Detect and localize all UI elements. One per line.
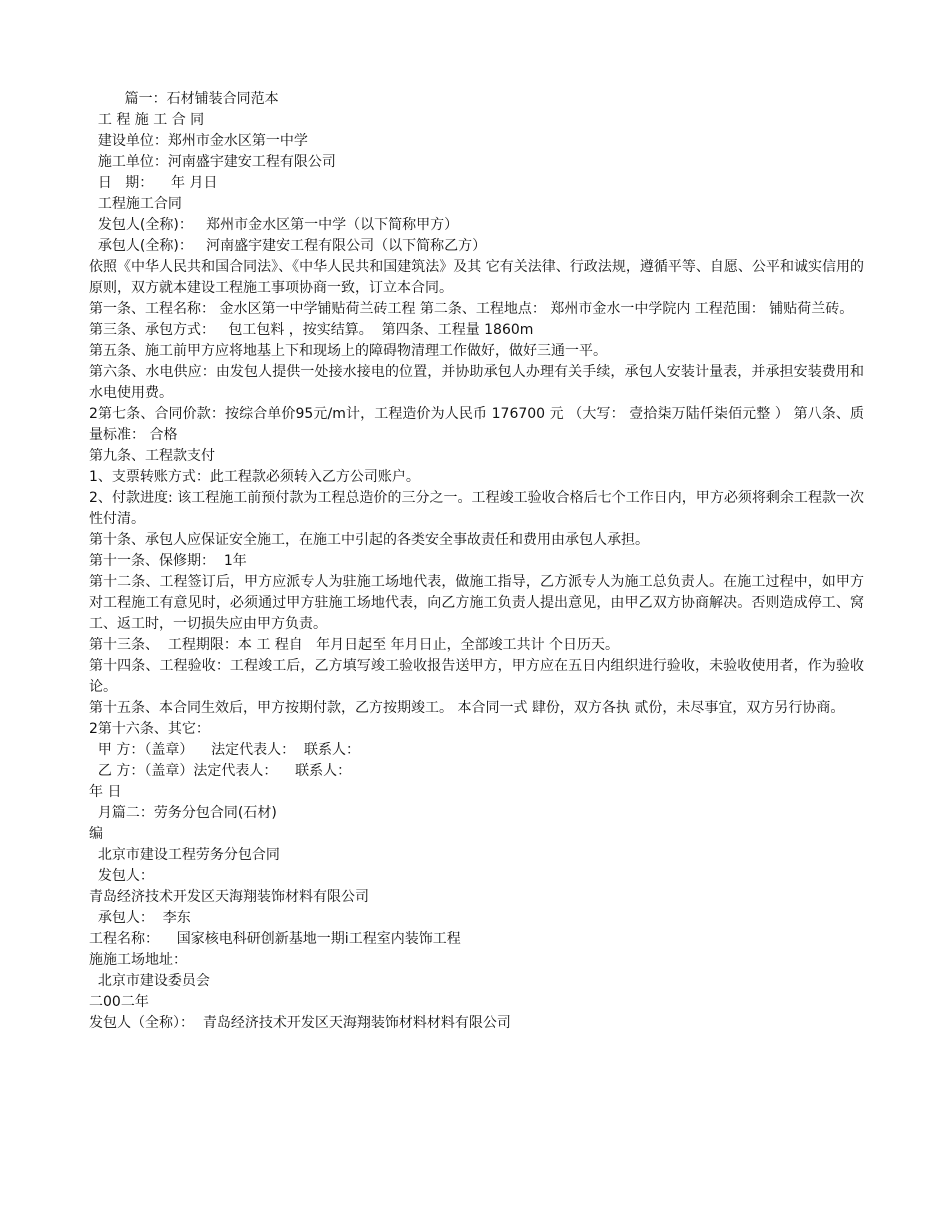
document-line: 依照《中华人民共和国合同法》、《中华人民共和国建筑法》及其 它有关法律、行政法规，遵循平等、自愿、公平和诚实信用的原则，双方就本建设工程施工事项协商一致，订立本合同。 — [89, 259, 864, 296]
document-line: 乙 方：（盖章）法定代表人： 联系人： — [89, 763, 352, 779]
document-line: 建设单位：郑州市金水区第一中学 — [89, 133, 308, 149]
document-line: 北京市建设工程劳务分包合同 — [89, 847, 280, 863]
document-line: 编 — [89, 826, 103, 842]
document-line: 承包人： 李东 — [89, 910, 191, 926]
document-line: 第十四条、工程验收：工程竣工后，乙方填写竣工验收报告送甲方，甲方应在五日内组织进行验收，未验收使用者，作为验收论。 — [89, 658, 864, 695]
document-line: 工 程 施 工 合 同 — [89, 112, 205, 128]
document-line: 2第七条、合同价款：按综合单价95元/m计，工程造价为人民币 176700 元 （大写： 壹拾柒万陆仟柒佰元整 ） 第八条、质量标准： 合格 — [89, 406, 864, 443]
document-line: 第十二条、工程签订后，甲方应派专人为驻施工场地代表，做施工指导，乙方派专人为施工总负责人。在施工过程中，如甲方对工程施工有意见时，必须通过甲方驻施工场地代表，向乙方施工负责人提出意见，由甲乙双方协商解决。否则造成停工、窝工、返工时，一切损失应由甲方负责。 — [89, 574, 864, 632]
document-line: 篇一：石材铺装合同范本 — [89, 91, 279, 107]
document-line: 二00二年 — [89, 994, 149, 1010]
document-line: 日 期： 年 月日 — [89, 175, 218, 191]
document-line: 工程名称： 国家核电科研创新基地一期i工程室内装饰工程 — [89, 931, 461, 947]
document-line: 发包人： — [89, 868, 154, 884]
document-body — [89, 89, 864, 1034]
document-line: 青岛经济技术开发区天海翔装饰材料有限公司 — [89, 889, 369, 905]
document-line: 第十条、承包人应保证安全施工，在施工中引起的各类安全事故责任和费用由承包人承担。 — [89, 532, 649, 548]
document-line: 2、付款进度: 该工程施工前预付款为工程总造价的三分之一。工程竣工验收合格后七个工作日内，甲方必须将剩余工程款一次性付清。 — [89, 490, 864, 527]
document-line: 1、支票转账方式：此工程款必须转入乙方公司账户。 — [89, 469, 420, 485]
document-line: 北京市建设委员会 — [89, 973, 210, 989]
document-line: 第三条、承包方式： 包工包料 ，按实结算。 第四条、工程量 1860m — [89, 322, 534, 338]
document-line: 月篇二：劳务分包合同(石材) — [89, 805, 277, 821]
document-line: 第十五条、本合同生效后，甲方按期付款，乙方按期竣工。 本合同一式 肆份，双方各执 贰份，未尽事宜，双方另行协商。 — [89, 700, 845, 716]
document-line: 第九条、工程款支付 — [89, 448, 215, 464]
document-line: 施施工场地址： — [89, 952, 187, 968]
document-line: 甲 方：（盖章） 法定代表人： 联系人： — [89, 742, 361, 758]
document-line: 发包人(全称)： 郑州市金水区第一中学（以下简称甲方） — [89, 217, 459, 233]
document-line: 第一条、工程名称： 金水区第一中学铺贴荷兰砖工程 第二条、工程地点： 郑州市金水一中学院内 工程范围： 铺贴荷兰砖。 — [89, 301, 854, 317]
document-line: 2第十六条、其它： — [89, 721, 210, 737]
document-line: 第五条、施工前甲方应将地基上下和现场上的障碍物清理工作做好，做好三通一平。 — [89, 343, 607, 359]
document-line: 承包人(全称)： 河南盛宇建安工程有限公司（以下简称乙方） — [89, 238, 487, 254]
document-line: 年 日 — [89, 784, 122, 800]
document-line: 工程施工合同 — [89, 196, 182, 212]
document-line: 第十一条、保修期： 1年 — [89, 553, 247, 569]
document-line: 第十三条、 工程期限：本 工 程自 年月日起至 年月日止，全部竣工共计 个日历天。 — [89, 637, 620, 653]
document-line: 发包人（全称）： 青岛经济技术开发区天海翔装饰材料材料有限公司 — [89, 1015, 511, 1031]
document-line: 施工单位：河南盛宇建安工程有限公司 — [89, 154, 336, 170]
document-line: 第六条、水电供应：由发包人提供一处接水接电的位置，并协助承包人办理有关手续，承包人安装计量表，并承担安装费用和水电使用费。 — [89, 364, 864, 401]
